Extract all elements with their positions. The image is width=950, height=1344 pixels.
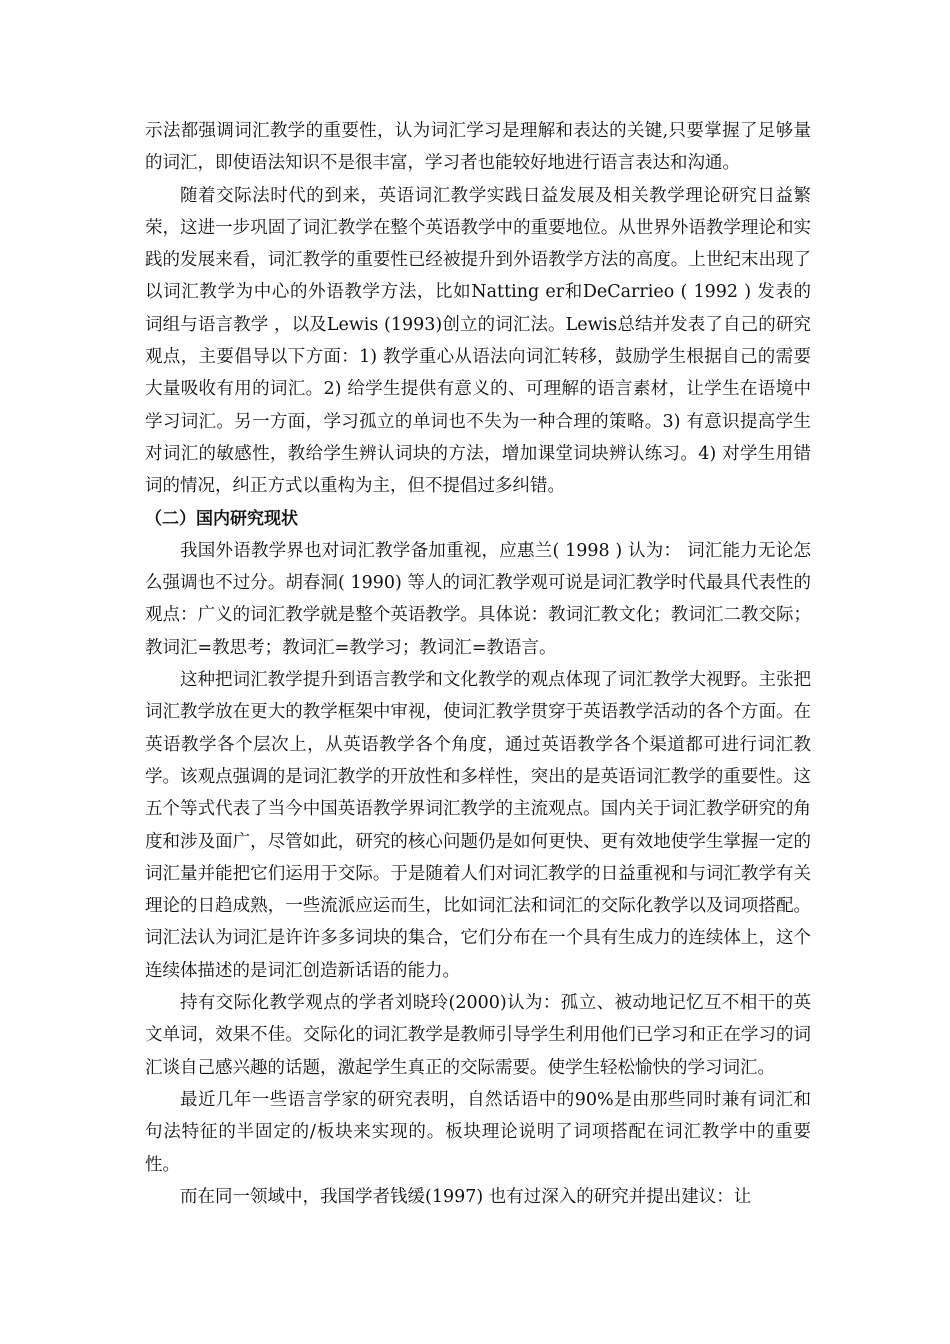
paragraph-continuation: 示法都强调词汇教学的重要性，认为词汇学习是理解和表达的关键,只要掌握了足够量的词汇，即使语法知识不是很丰富，学习者也能较好地进行语言表达和沟通。: [145, 121, 811, 174]
paragraph-communicative-teaching: 持有交际化教学观点的学者刘晓玲(2000)认为：孤立、被动地记忆互不相干的英文单词，效果不佳。交际化的词汇教学是教师引导学生利用他们已学习和正在学习的词汇谈自己感兴趣的话题，激起学生真正的交际需要。使学生轻松愉快的学习词汇。: [145, 993, 811, 1078]
paragraph-qian-research: 而在同一领域中，我国学者钱缓(1997) 也有过深入的研究并提出建议：让: [180, 1186, 752, 1207]
paragraph-chunk-theory: 最近几年一些语言学家的研究表明，自然话语中的90%是由那些同时兼有词汇和句法特征的半固定的/板块来实现的。板块理论说明了词项搭配在词汇教学中的重要性。: [145, 1089, 811, 1175]
section-heading: （二）国内研究现状: [145, 508, 298, 529]
paragraph-communicative-approach: 随着交际法时代的到来，英语词汇教学实践日益发展及相关教学理论研究日益繁荣，这进一步巩固了词汇教学在整个英语教学中的重要地位。从世界外语教学理论和实践的发展来看，词汇教学的重要性已经被提升到外语教学方法的高度。上世纪末出现了以词汇教学为中心的外语教学方法，比如Natting er和DeCarrieo ( 1992 ) 发表的词组与语言教学 ，以及Lewis (1993)创立的词汇法。Lewis总结并发表了自己的研究观点，主要倡导以下方面：1) 教学重心从语法向词汇转移，鼓励学生根据自己的需要大量吸收有用的词汇。2) 给学生提供有意义的、可理解的语言素材，让学生在语境中学习词汇。另一方面，学习孤立的单词也不失为一种合理的策略。3) 有意识提高学生对词汇的敏感性，教给学生辨认词块的方法，增加课堂词块辨认练习。4) 对学生用错词的情况，纠正方式以重构为主，但不提倡过多纠错。: [145, 185, 811, 497]
document-body: [145, 115, 811, 1213]
paragraph-vocabulary-vision: 这种把词汇教学提升到语言教学和文化教学的观点体现了词汇教学大视野。主张把词汇教学放在更大的教学框架中审视，使词汇教学贯穿于英语教学活动的各个方面。在英语教学各个层次上，从英语教学各个角度，通过英语教学各个渠道都可进行词汇教学。该观点强调的是词汇教学的开放性和多样性，突出的是英语词汇教学的重要性。这五个等式代表了当今中国英语教学界词汇教学的主流观点。国内关于词汇教学研究的角度和涉及面广，尽管如此，研究的核心问题仍是如何更快、更有效地使学生掌握一定的词汇量并能把它们运用于交际。于是随着人们对词汇教学的日益重视和与词汇教学有关理论的日趋成熟，一些流派应运而生，比如词汇法和词汇的交际化教学以及词项搭配。词汇法认为词汇是许许多多词块的集合，它们分布在一个具有生成力的连续体上，这个连续体描述的是词汇创造新话语的能力。: [145, 670, 811, 981]
paragraph-domestic-research: 我国外语教学界也对词汇教学备加重视，应惠兰( 1998 ) 认为： 词汇能力无论怎么强调也不过分。胡春洞( 1990) 等人的词汇教学观可说是词汇教学时代最具代表性的观点：广义的词汇教学就是整个英语教学。具体说：教词汇教文化；教词汇二教交际；教词汇=教思考；教词汇=教学习；教词汇=教语言。: [145, 540, 811, 658]
